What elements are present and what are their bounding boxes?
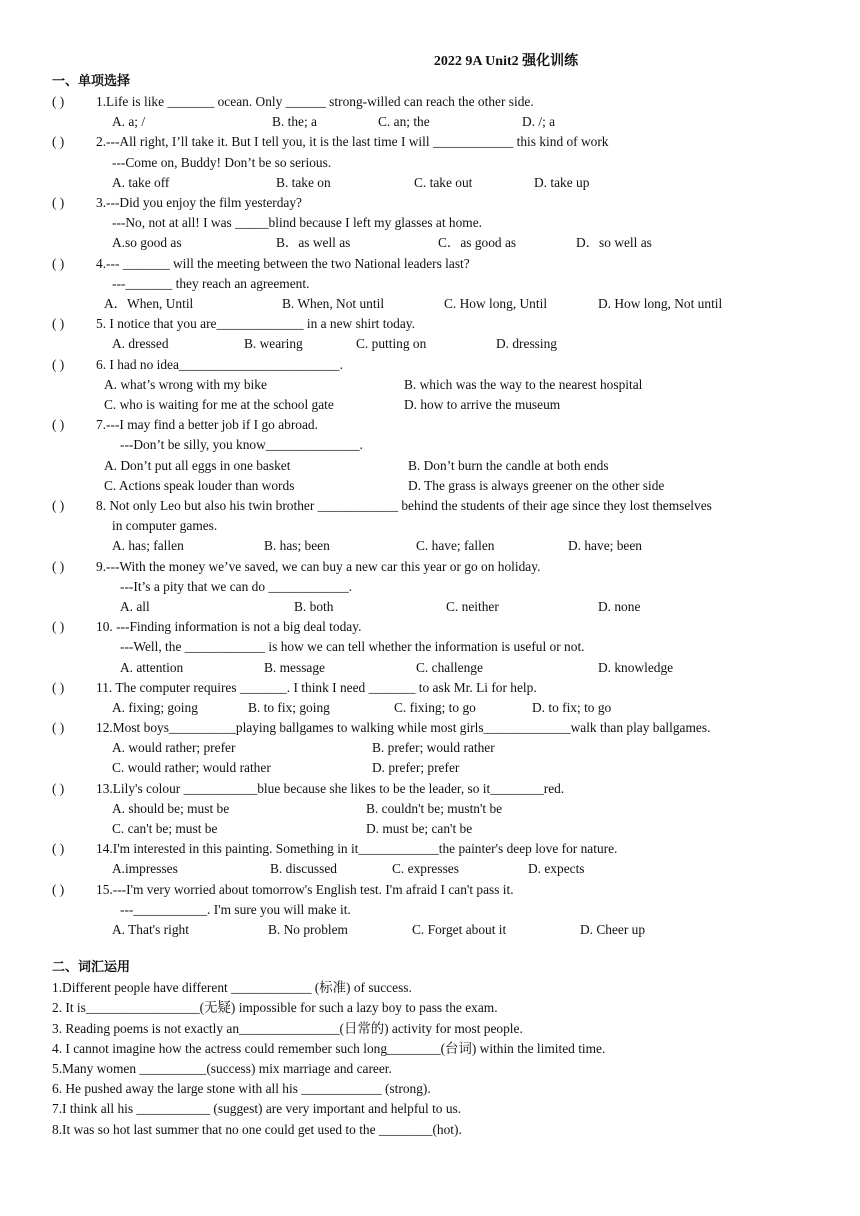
option-a: A. a; / bbox=[112, 114, 146, 130]
question-stem-continued: ---It’s a pity that we can do ____________. bbox=[120, 578, 353, 594]
option-c: C. putting on bbox=[356, 336, 427, 352]
option-d: D. Cheer up bbox=[580, 922, 646, 938]
answer-bracket[interactable]: ( ) bbox=[52, 94, 65, 109]
option-row bbox=[52, 738, 820, 758]
option-b: B. the; a bbox=[272, 114, 317, 130]
vocab-item-4: 4. I cannot imagine how the actress could remember such long________(台词) within the limited time. bbox=[52, 1040, 606, 1056]
option-a: A. attention bbox=[120, 659, 184, 675]
vocab-item-8: 8.It was so hot last summer that no one could get used to the ________(hot). bbox=[52, 1121, 462, 1137]
option-c: C. can't be; must be bbox=[112, 821, 218, 837]
option-a: A. what’s wrong with my bike bbox=[104, 376, 267, 392]
option-c: C. Actions speak louder than words bbox=[104, 477, 295, 493]
answer-bracket[interactable]: ( ) bbox=[52, 194, 65, 210]
question-14 bbox=[52, 839, 820, 859]
question-7 bbox=[52, 415, 820, 435]
option-d: D. how to arrive the museum bbox=[404, 396, 561, 412]
option-b: B. couldn't be; mustn't be bbox=[366, 800, 503, 816]
option-d: D. to fix; to go bbox=[532, 699, 612, 715]
option-b: B. take on bbox=[276, 174, 331, 190]
option-c: C. expresses bbox=[392, 861, 459, 877]
option-b: B. Don’t burn the candle at both ends bbox=[408, 457, 609, 473]
question-stem: 2.---All right, I’ll take it. But I tell you, it is the last time I will ____________ this kind of work bbox=[96, 134, 609, 150]
question-6 bbox=[52, 355, 820, 375]
answer-bracket[interactable]: ( ) bbox=[52, 780, 65, 796]
question-stem: 5. I notice that you are_____________ in a new shirt today. bbox=[96, 316, 415, 332]
option-b: B. wearing bbox=[244, 336, 303, 352]
multiple-choice-section bbox=[52, 92, 820, 940]
option-a: A. That's right bbox=[112, 922, 189, 938]
option-a: A.impresses bbox=[112, 861, 178, 877]
option-row bbox=[52, 395, 820, 415]
question-stem: 13.Lily's colour ___________blue because she likes to be the leader, so it________red. bbox=[96, 780, 565, 796]
answer-bracket[interactable]: ( ) bbox=[52, 255, 65, 271]
option-a: A. would rather; prefer bbox=[112, 740, 236, 756]
option-c: C. fixing; to go bbox=[394, 699, 476, 715]
option-b: B. has; been bbox=[264, 538, 330, 554]
question-stem-continued: ---Don’t be silly, you know______________. bbox=[120, 437, 363, 453]
option-d: D. have; been bbox=[568, 538, 642, 554]
answer-bracket[interactable]: ( ) bbox=[52, 134, 65, 150]
question-stem: 1.Life is like _______ ocean. Only ______ strong-willed can reach the other side. bbox=[96, 94, 534, 109]
option-c: C. an; the bbox=[378, 114, 430, 130]
option-b: B. which was the way to the nearest hospital bbox=[404, 376, 643, 392]
option-b: B. When, Not until bbox=[282, 295, 385, 311]
option-d: D．so well as bbox=[576, 235, 652, 251]
question-10 bbox=[52, 617, 820, 637]
option-c: C. who is waiting for me at the school gate bbox=[104, 396, 334, 412]
option-row bbox=[52, 698, 820, 718]
question-1 bbox=[52, 92, 820, 112]
answer-bracket[interactable]: ( ) bbox=[52, 558, 65, 574]
option-row bbox=[52, 658, 820, 678]
vocab-item-3: 3. Reading poems is not exactly an_______________(日常的) activity for most people. bbox=[52, 1020, 523, 1036]
question-stem: 12.Most boys__________playing ballgames to walking while most girls_____________walk than play ballgames. bbox=[96, 720, 711, 736]
question-8 bbox=[52, 496, 820, 516]
answer-bracket[interactable]: ( ) bbox=[52, 619, 65, 635]
question-stem-continued: ---Well, the ____________ is how we can tell whether the information is useful or not. bbox=[120, 639, 585, 655]
option-c: C. challenge bbox=[416, 659, 483, 675]
answer-bracket[interactable]: ( ) bbox=[52, 497, 65, 513]
option-d: D. The grass is always greener on the other side bbox=[408, 477, 665, 493]
option-row bbox=[52, 799, 820, 819]
question-13 bbox=[52, 779, 820, 799]
option-b: B. prefer; would rather bbox=[372, 740, 495, 756]
vocabulary-section bbox=[52, 978, 820, 1140]
option-row bbox=[52, 112, 820, 132]
worksheet-title: 2022 9A Unit2 强化训练 bbox=[433, 54, 579, 69]
option-c: C. neither bbox=[446, 598, 499, 614]
question-stem: 7.---I may find a better job if I go abroad. bbox=[96, 417, 318, 433]
question-9 bbox=[52, 557, 820, 577]
vocab-item-1: 1.Different people have different ____________ (标准) of success. bbox=[52, 980, 412, 996]
option-d: D. prefer; prefer bbox=[372, 760, 460, 776]
question-stem: 14.I'm interested in this painting. Something in it____________the painter's deep love for nature. bbox=[96, 841, 618, 857]
option-b: B. discussed bbox=[270, 861, 337, 877]
question-11 bbox=[52, 678, 820, 698]
question-stem-continued: ---Come on, Buddy! Don’t be so serious. bbox=[112, 154, 332, 170]
option-c: C. How long, Until bbox=[444, 295, 548, 311]
option-row bbox=[52, 375, 820, 395]
option-d: D. expects bbox=[528, 861, 585, 877]
question-stem: 9.---With the money we’ve saved, we can buy a new car this year or go on holiday. bbox=[96, 558, 541, 574]
question-stem: 10. ---Finding information is not a big deal today. bbox=[96, 619, 362, 635]
answer-bracket[interactable]: ( ) bbox=[52, 720, 65, 736]
question-stem: 8. Not only Leo but also his twin brother ____________ behind the students of their age since they lost themselves bbox=[96, 497, 712, 513]
option-row bbox=[52, 819, 820, 839]
option-a: A.so good as bbox=[112, 235, 182, 251]
option-d: D. knowledge bbox=[598, 659, 674, 675]
answer-bracket[interactable]: ( ) bbox=[52, 841, 65, 857]
section-2-heading: 二、词汇运用 bbox=[52, 960, 131, 976]
option-c: C. Forget about it bbox=[412, 922, 507, 938]
option-a: A. should be; must be bbox=[112, 800, 230, 816]
option-d: D. /; a bbox=[522, 114, 556, 130]
question-4 bbox=[52, 254, 820, 274]
question-stem: 4.--- _______ will the meeting between the two National leaders last? bbox=[96, 255, 470, 271]
answer-bracket[interactable]: ( ) bbox=[52, 417, 65, 433]
option-c: C. have; fallen bbox=[416, 538, 495, 554]
answer-bracket[interactable]: ( ) bbox=[52, 356, 65, 372]
answer-bracket[interactable]: ( ) bbox=[52, 679, 65, 695]
option-d: D. How long, Not until bbox=[598, 295, 723, 311]
option-row bbox=[52, 476, 820, 496]
option-row bbox=[52, 233, 820, 253]
option-row bbox=[52, 456, 820, 476]
question-3 bbox=[52, 193, 820, 213]
vocab-item-5: 5.Many women __________(success) mix marriage and career. bbox=[52, 1061, 392, 1077]
option-b: B. No problem bbox=[268, 922, 348, 938]
section-1-heading: 一、单项选择 bbox=[52, 74, 131, 89]
question-stem: 15.---I'm very worried about tomorrow's English test. I'm afraid I can't pass it. bbox=[96, 881, 514, 897]
question-5 bbox=[52, 314, 820, 334]
question-15 bbox=[52, 880, 820, 900]
question-2 bbox=[52, 132, 820, 152]
vocab-item-6: 6. He pushed away the large stone with all his ____________ (strong). bbox=[52, 1081, 431, 1097]
option-c: C. take out bbox=[414, 174, 473, 190]
option-a: A. take off bbox=[112, 174, 170, 190]
option-a: A. has; fallen bbox=[112, 538, 184, 554]
option-row bbox=[52, 294, 820, 314]
answer-bracket[interactable]: ( ) bbox=[52, 881, 65, 897]
option-c: C. would rather; would rather bbox=[112, 760, 271, 776]
vocab-item-2: 2. It is_________________(无疑) impossible for such a lazy boy to pass the exam. bbox=[52, 1000, 498, 1016]
option-row bbox=[52, 597, 820, 617]
answer-bracket[interactable]: ( ) bbox=[52, 316, 65, 332]
option-d: D. dressing bbox=[496, 336, 557, 352]
question-12 bbox=[52, 718, 820, 738]
question-stem-continued: ---_______ they reach an agreement. bbox=[112, 275, 310, 291]
option-a: A. Don’t put all eggs in one basket bbox=[104, 457, 291, 473]
option-a: A．When, Until bbox=[104, 295, 194, 311]
question-stem: 11. The computer requires _______. I think I need _______ to ask Mr. Li for help. bbox=[96, 679, 537, 695]
vocab-item-7: 7.I think all his ___________ (suggest) are very important and helpful to us. bbox=[52, 1101, 462, 1117]
question-stem-continued: ---No, not at all! I was _____blind because I left my glasses at home. bbox=[112, 215, 483, 231]
option-b: B. message bbox=[264, 659, 325, 675]
question-stem-continued: ---___________. I'm sure you will make it. bbox=[120, 901, 351, 917]
option-b: B. both bbox=[294, 598, 334, 614]
option-d: D. take up bbox=[534, 174, 590, 190]
option-row bbox=[52, 173, 820, 193]
option-d: D. none bbox=[598, 598, 641, 614]
option-a: A. all bbox=[120, 598, 150, 614]
option-row bbox=[52, 758, 820, 778]
question-stem: 3.---Did you enjoy the film yesterday? bbox=[96, 194, 303, 210]
option-b: B．as well as bbox=[276, 235, 351, 251]
option-row bbox=[52, 859, 820, 879]
option-c: C．as good as bbox=[438, 235, 517, 251]
option-a: A. dressed bbox=[112, 336, 169, 352]
option-row bbox=[52, 920, 820, 940]
question-stem-continued: in computer games. bbox=[112, 518, 218, 534]
option-row bbox=[52, 334, 820, 354]
question-stem: 6. I had no idea________________________. bbox=[96, 356, 343, 372]
option-d: D. must be; can't be bbox=[366, 821, 473, 837]
option-row bbox=[52, 536, 820, 556]
option-a: A. fixing; going bbox=[112, 699, 198, 715]
option-b: B. to fix; going bbox=[248, 699, 330, 715]
